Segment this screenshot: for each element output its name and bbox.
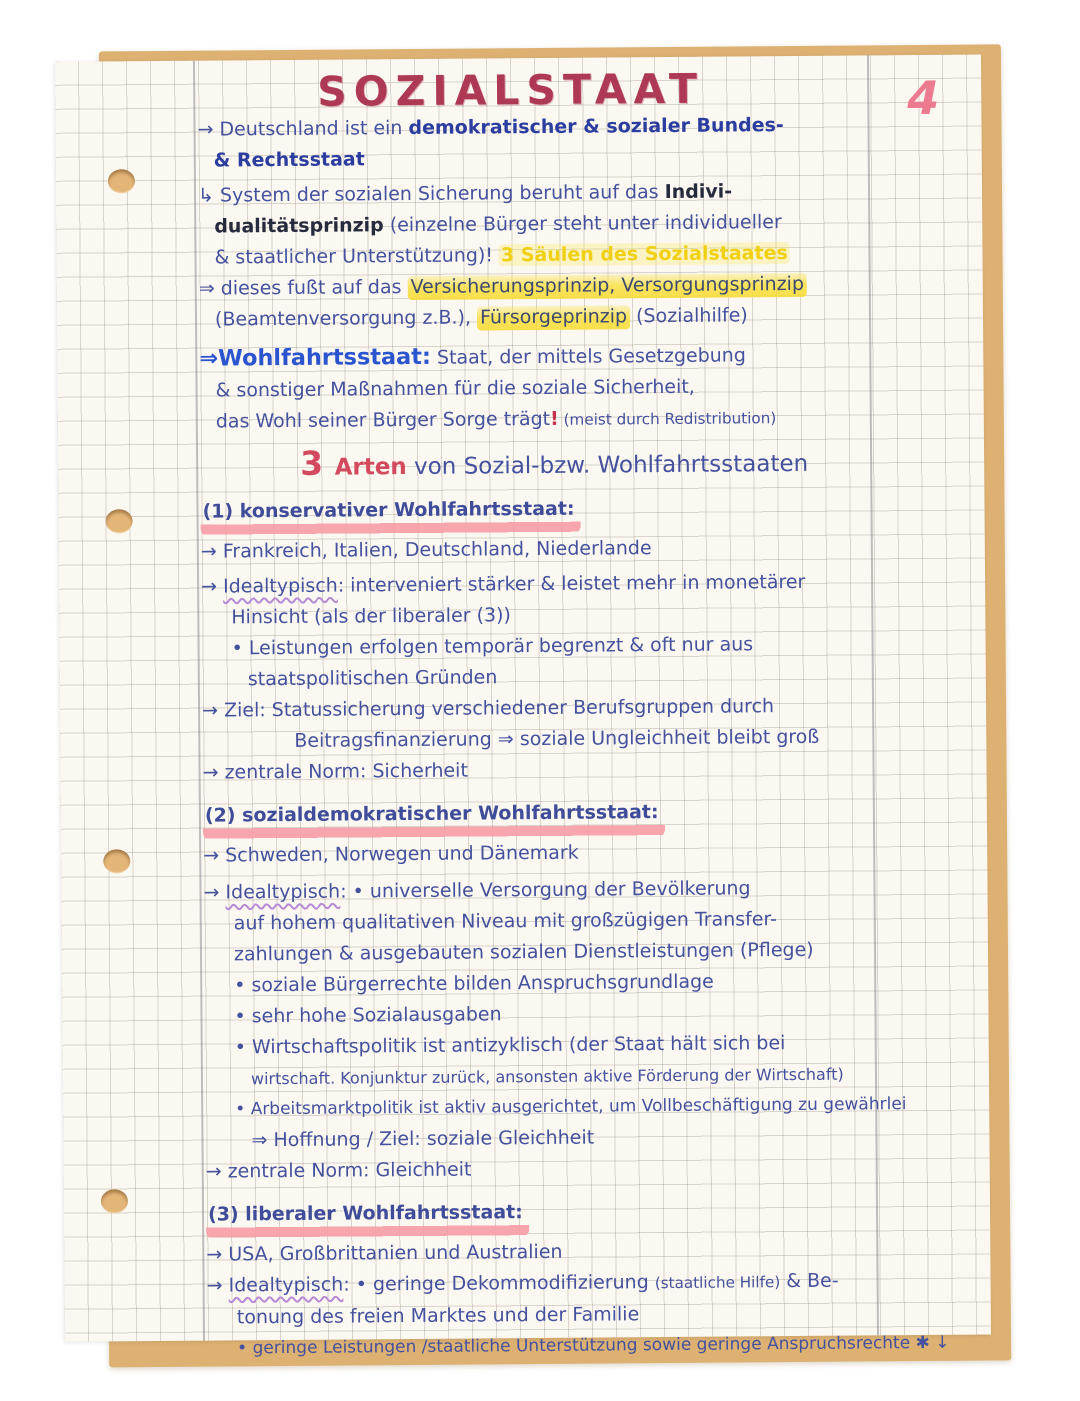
text-segment: : • geringe Dekommodifizierung bbox=[343, 1271, 655, 1296]
text-segment: ⇒ Hoffnung / Ziel: soziale Gleichheit bbox=[251, 1126, 595, 1152]
text-segment: (staatliche Hilfe) bbox=[654, 1273, 781, 1293]
text-segment: Idealtypisch bbox=[225, 880, 341, 904]
text-segment: ↳ System der sozialen Sicherung beruht auf das bbox=[197, 181, 665, 207]
text-segment: Versicherungsprinzip, Versorgungsprinzip bbox=[407, 273, 807, 300]
note-line bbox=[237, 1327, 1023, 1364]
text-segment: → zentrale Norm: Gleichheit bbox=[205, 1158, 472, 1183]
text-segment: demokratischer & sozialer Bundes- bbox=[408, 114, 784, 140]
text-segment: 3 Säulen des Sozialstaates bbox=[500, 242, 788, 267]
text-segment: Indivi- bbox=[664, 180, 733, 204]
text-segment: → Frankreich, Italien, Deutschland, Niederlande bbox=[200, 537, 652, 563]
text-segment: (3) liberaler Wohlfahrtsstaat: bbox=[206, 1197, 529, 1240]
text-segment: tonung des freien Marktes und der Familie bbox=[236, 1303, 640, 1329]
text-segment: → bbox=[201, 575, 224, 598]
text-segment: • Leistungen erfolgen temporär begrenzt & oft nur aus bbox=[231, 633, 754, 660]
text-segment: → USA, Großbrittanien und Australien bbox=[206, 1240, 563, 1266]
text-segment: staatspolitischen Gründen bbox=[247, 666, 498, 691]
text-segment: (Sozialhilfe) bbox=[629, 304, 748, 328]
text-segment: → Ziel: Statussicherung verschiedener Berufsgruppen durch bbox=[201, 695, 775, 722]
text-segment: → zentrale Norm: Sicherheit bbox=[202, 759, 468, 784]
note-line bbox=[216, 400, 1016, 438]
note-line bbox=[203, 834, 1019, 871]
text-segment: das Wohl seiner Bürger Sorge trägt bbox=[215, 407, 551, 433]
note-line bbox=[202, 751, 1018, 788]
text-segment: & sonstiger Maßnahmen für die soziale Sicherheit, bbox=[215, 375, 695, 402]
text-segment: ! bbox=[549, 407, 559, 430]
text-segment: wirtschaft. Konjunktur zurück, ansonsten aktive Förderung der Wirtschaft) bbox=[250, 1064, 844, 1089]
punch-hole bbox=[101, 1189, 128, 1213]
text-segment: : interveniert stärker & leistet mehr in monetärer bbox=[337, 570, 806, 597]
text-segment: & Rechtsstaat bbox=[213, 148, 365, 172]
note-line bbox=[235, 1088, 1021, 1125]
text-segment: Wohlfahrtsstaat: bbox=[217, 343, 432, 372]
note-line bbox=[214, 139, 1014, 176]
text-segment: • Arbeitsmarktpolitik ist aktiv ausgerichtet, um Vollbeschäftigung zu gewährlei bbox=[235, 1094, 907, 1120]
note-line bbox=[201, 530, 1017, 567]
text-segment: → bbox=[206, 1274, 229, 1297]
note-lines bbox=[197, 108, 1023, 1364]
text-segment: → Deutschland ist ein bbox=[197, 117, 409, 141]
page-title: SOZIALSTAAT bbox=[317, 64, 705, 116]
text-segment: (einzelne Bürger steht unter individueller bbox=[383, 211, 782, 237]
text-segment: • geringe Leistungen /staatliche Unterstützung sowie geringe Anspruchsrechte ✱ ↓ bbox=[237, 1332, 950, 1359]
text-segment: : • universelle Versorgung der Bevölkerung bbox=[340, 877, 751, 903]
text-segment: & Be- bbox=[780, 1269, 839, 1293]
text-segment: (2) sozialdemokratischer Wohlfahrtsstaat: bbox=[203, 797, 665, 841]
text-segment: zahlungen & ausgebauten sozialen Dienstleistungen (Pflege) bbox=[233, 938, 814, 966]
text-segment: & staatlicher Unterstützung)! bbox=[214, 244, 500, 269]
note-line bbox=[215, 298, 1015, 335]
text-segment: ⇒ bbox=[199, 345, 219, 372]
note-line bbox=[206, 1193, 1022, 1239]
text-segment: Idealtypisch bbox=[228, 1273, 344, 1297]
note-line bbox=[200, 490, 1016, 536]
note-line bbox=[203, 794, 1019, 840]
text-segment: • soziale Bürgerrechte bilden Anspruchsgrundlage bbox=[234, 970, 714, 997]
text-segment: • Wirtschaftspolitik ist antizyklisch (der Staat hält sich bei bbox=[234, 1032, 786, 1059]
text-segment: • sehr hohe Sozialausgaben bbox=[234, 1003, 502, 1028]
text-segment: Beitragsfinanzierung ⇒ soziale Ungleichheit bleibt groß bbox=[294, 725, 820, 752]
text-segment: (1) konservativer Wohlfahrtsstaat: bbox=[200, 494, 580, 537]
text-segment: Hinsicht (als der liberaler (3)) bbox=[231, 604, 511, 629]
text-segment: dualitätsprinzip bbox=[214, 214, 384, 238]
text-segment: (meist durch Redistribution) bbox=[558, 409, 777, 429]
text-segment: Idealtypisch bbox=[222, 574, 338, 598]
punch-hole bbox=[108, 169, 135, 193]
text-segment: Fürsorgeprinzip bbox=[477, 305, 630, 330]
text-segment: → bbox=[203, 881, 226, 904]
text-segment: auf hohem qualitativen Niveau mit großzügigen Transfer- bbox=[233, 908, 778, 935]
text-segment: → Schweden, Norwegen und Dänemark bbox=[203, 841, 579, 867]
text-segment: (Beamtenversorgung z.B.), bbox=[214, 306, 478, 331]
grid-paper-page bbox=[55, 55, 991, 1359]
punch-hole bbox=[103, 849, 130, 873]
punch-hole bbox=[106, 509, 133, 533]
text-segment: Staat, der mittels Gesetzgebung bbox=[430, 344, 746, 369]
text-segment: 3 bbox=[299, 443, 335, 483]
text-segment: ⇒ dieses fußt auf das bbox=[198, 276, 408, 300]
text-segment: von Sozial-bzw. Wohlfahrtsstaaten bbox=[406, 450, 809, 481]
note-line bbox=[300, 442, 1016, 484]
page-number: 4 bbox=[907, 70, 940, 126]
note-line bbox=[206, 1150, 1022, 1187]
text-segment: Arten bbox=[334, 454, 407, 481]
